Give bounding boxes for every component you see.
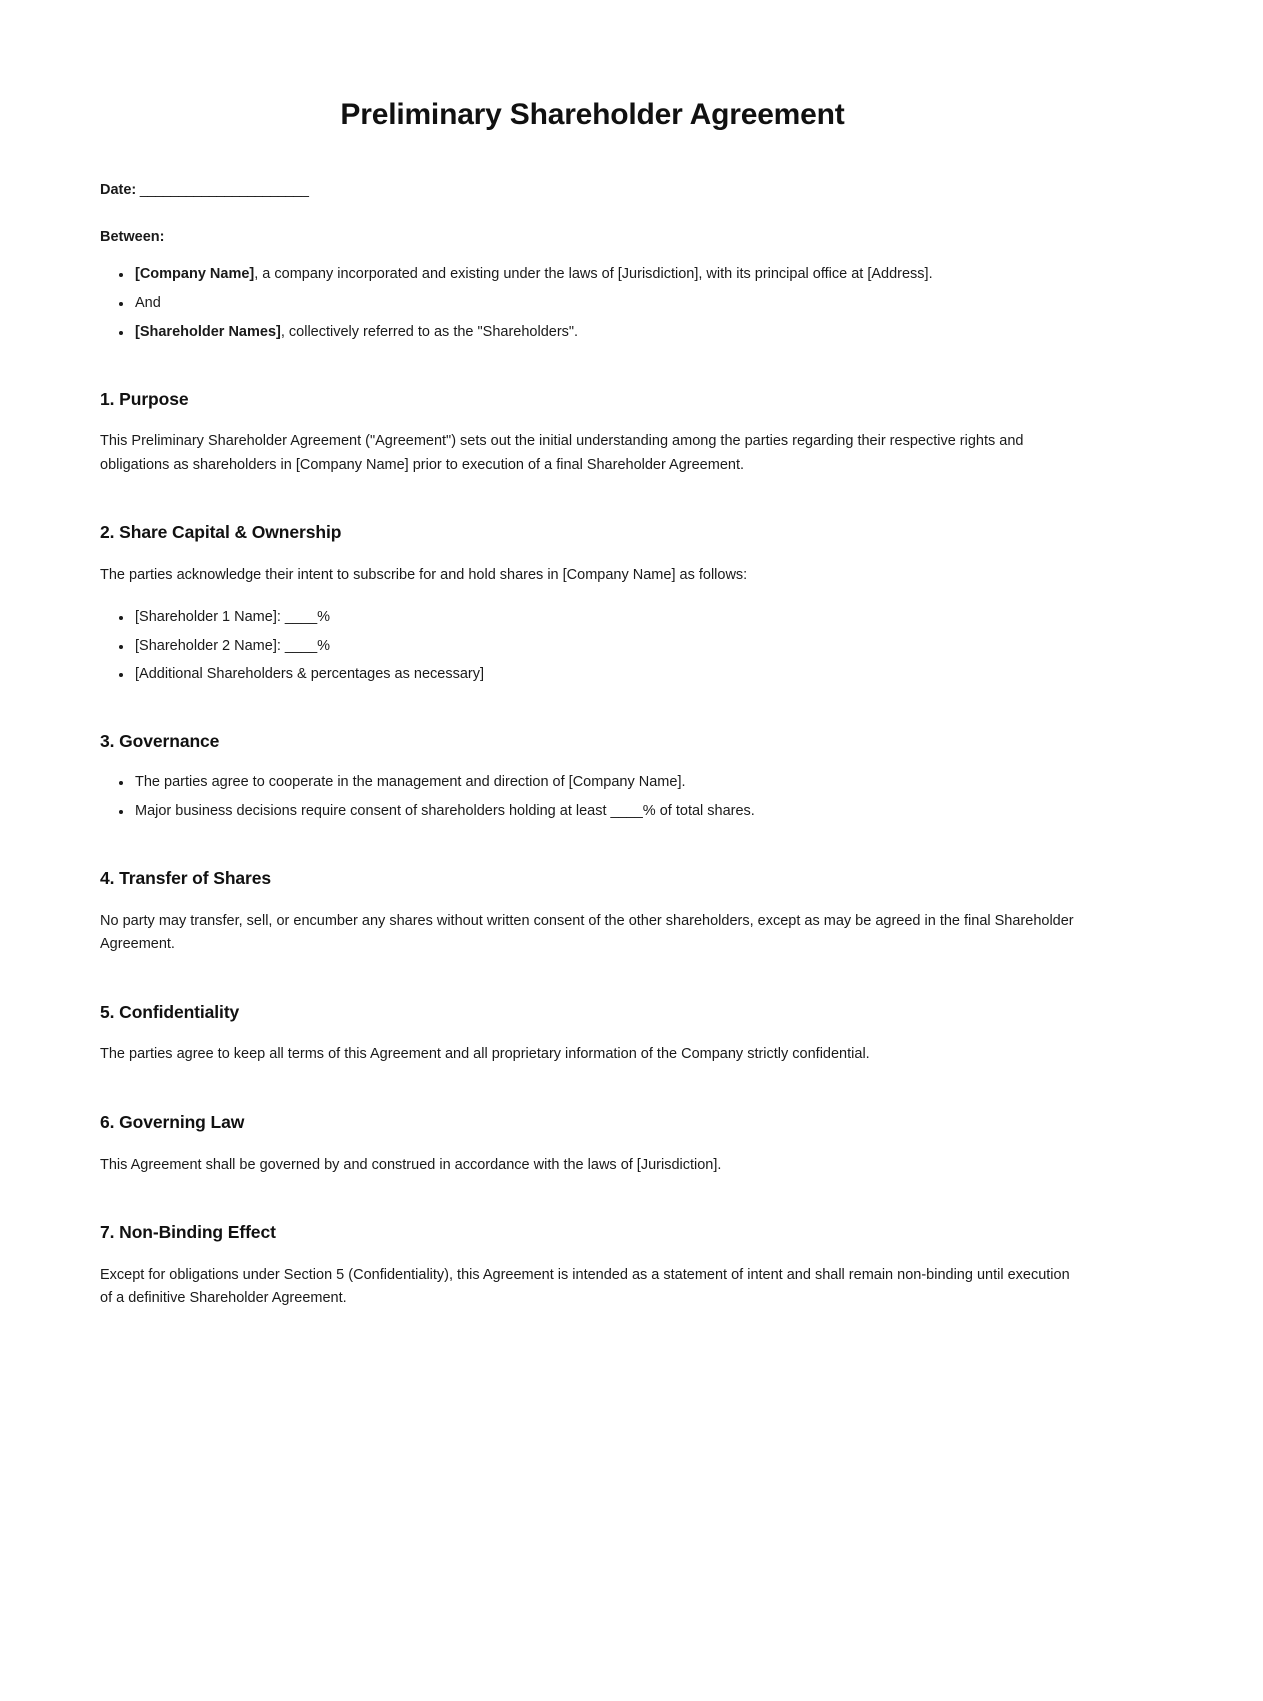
section-share-capital-ownership — [100, 521, 1085, 686]
list-item — [133, 292, 1085, 315]
section-heading: 5. Confidentiality — [100, 1001, 240, 1022]
parties-list — [100, 263, 1085, 344]
section-paragraph: The parties acknowledge their intent to subscribe for and hold shares in [Company Name] as follows: — [100, 567, 748, 584]
section-governing-law — [100, 1111, 1085, 1177]
section-paragraph: Except for obligations under Section 5 (Confidentiality), this Agreement is intended as a statement of intent and shall remain non-binding until execution of a definitive Shareholder Agreement. — [100, 1266, 1070, 1307]
section-heading: 6. Governing Law — [100, 1111, 245, 1132]
section-paragraph: This Preliminary Shareholder Agreement ("Agreement") sets out the initial understanding among the parties regarding their respective rights and obligations as shareholders in [Company Name] prior to execution of a final Shareholder Agreement. — [100, 433, 1024, 473]
list-item: • [Shareholder 1 Name]: ____% — [133, 606, 1085, 629]
section-confidentiality — [100, 1001, 1085, 1067]
list-item: • The parties agree to cooperate in the management and direction of [Company Name]. — [133, 771, 1085, 794]
section-heading: 4. Transfer of Shares — [100, 867, 272, 888]
party-description: And — [135, 294, 161, 311]
list-item: • Major business decisions require consent of shareholders holding at least ____% of total shares. — [133, 800, 1085, 823]
list-item — [133, 321, 1085, 344]
list-item: • [Shareholder 2 Name]: ____% — [133, 635, 1085, 658]
section-non-binding-effect — [100, 1221, 1085, 1311]
party-description: , collectively referred to as the "Shareholders". — [280, 323, 579, 340]
date-blank-underline: ______________________ — [136, 181, 309, 198]
party-description: , a company incorporated and existing under the laws of [Jurisdiction], with its principal office at [Address]. — [254, 266, 933, 282]
section-heading: 2. Share Capital & Ownership — [100, 522, 342, 543]
section-heading: 1. Purpose — [100, 388, 189, 409]
page-title: Preliminary Shareholder Agreement — [340, 98, 845, 131]
list-item: • [Additional Shareholders & percentages as necessary] — [133, 663, 1085, 686]
date-label: Date: — [100, 181, 137, 198]
party-name-bold: [Company Name] — [135, 266, 255, 282]
between-label: Between: — [100, 229, 165, 246]
section-heading: 3. Governance — [100, 731, 220, 752]
section-heading: 7. Non-Binding Effect — [100, 1222, 276, 1243]
section-paragraph: No party may transfer, sell, or encumber any shares without written consent of the other shareholders, except as may be agreed in the final Shareholder Agreement. — [100, 912, 1074, 953]
shareholding-list — [100, 606, 1085, 687]
section-paragraph: The parties agree to keep all terms of this Agreement and all proprietary information of the Company strictly confidential. — [100, 1046, 870, 1063]
section-paragraph: This Agreement shall be governed by and construed in accordance with the laws of [Jurisdiction]. — [100, 1156, 722, 1173]
page-bottom-whitespace — [100, 1311, 1085, 1641]
party-name-bold: [Shareholder Names] — [135, 323, 281, 340]
list-item — [133, 263, 1085, 286]
date-field-line — [100, 180, 1085, 202]
governance-list — [100, 771, 1085, 823]
section-transfer-of-shares — [100, 867, 1085, 957]
section-purpose — [100, 388, 1085, 478]
section-governance — [100, 730, 1085, 823]
